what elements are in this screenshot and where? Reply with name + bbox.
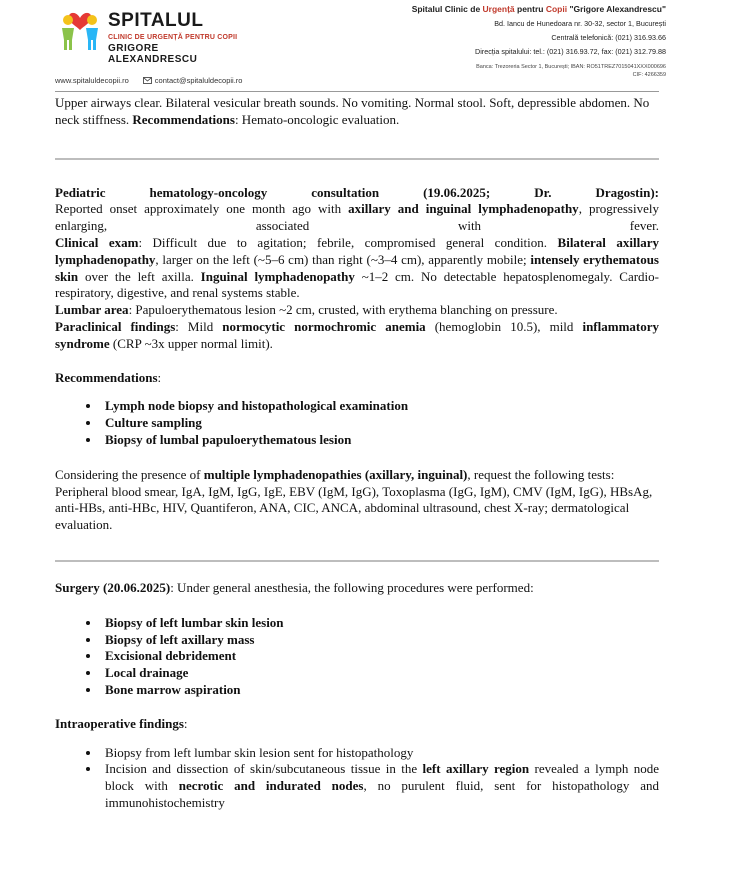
consultation-heading: Pediatric hematology-oncology consultation (19.06.2025; Dr. Dragostin): xyxy=(55,184,659,200)
surgery-heading: Surgery (20.06.2025): Under general anesthesia, the following procedures were performed: xyxy=(55,579,534,595)
recommendations-heading: Recommendations: xyxy=(55,369,162,385)
list-item: • Excisional debridement xyxy=(101,648,659,665)
hospital-address: Bd. Iancu de Hunedoara nr. 30-32, sector 1, București xyxy=(494,19,666,28)
paraclinical-paragraph: Paraclinical findings: Mild normocytic normochromic anemia (hemoglobin 10.5), mild inflammatory syndrome (CRP ~3x upper normal limit). xyxy=(55,318,660,351)
hospital-name: Spitalul Clinic de Urgență pentru Copii "Grigore Alexandrescu" xyxy=(411,4,666,14)
logo-name: GRIGORE ALEXANDRESCU xyxy=(108,43,198,65)
children-logo-icon xyxy=(55,4,105,54)
list-item: • Local drainage xyxy=(101,665,659,682)
contact-line xyxy=(55,76,242,85)
onset-paragraph: Reported onset approximately one month ago with axillary and inguinal lymphadenopathy, progressively enlarging, associated with fever. xyxy=(55,201,659,234)
website-link[interactable]: www.spitaluldecopii.ro xyxy=(55,76,129,85)
consultation-section xyxy=(55,185,659,534)
list-item: • Bone marrow aspiration xyxy=(101,682,659,699)
hospital-info xyxy=(412,4,666,78)
procedures-list xyxy=(55,615,659,699)
list-item: • Biopsy of left lumbar skin lesion xyxy=(101,615,659,632)
intro-paragraph: Upper airways clear. Bilateral vesicular breath sounds. No vomiting. Normal stool. Soft, depressible abdomen. No neck stiffness. Recommendations: Hemato-oncologic evaluation. xyxy=(55,95,650,127)
surgery-section xyxy=(55,580,659,812)
recommendations-list xyxy=(55,398,659,448)
hospital-bank: Banca: Trezoreria Sector 1, București; IBAN: RO51TREZ7015041XXX000696 xyxy=(476,64,666,70)
section-divider xyxy=(55,560,659,562)
list-item: • Incision and dissection of skin/subcutaneous tissue in the left axillary region revealed a lymph node block with necrotic and indurated nodes, no purulent fluid, sent for histopathology and immunohistochemistry xyxy=(101,761,659,811)
hospital-cif: CIF: 4266359 xyxy=(632,72,666,78)
tests-intro-paragraph: Considering the presence of multiple lymphadenopathies (axillary, inguinal), request the following tests: xyxy=(55,466,615,482)
email-link[interactable]: contact@spitaluldecopii.ro xyxy=(143,76,243,85)
list-item: • Biopsy of lumbal papuloerythematous lesion xyxy=(101,432,659,449)
hospital-central-phone: Centrală telefonică: (021) 316.93.66 xyxy=(551,33,666,42)
section-divider xyxy=(55,158,659,160)
email-icon xyxy=(143,77,152,84)
list-item: • Biopsy of left axillary mass xyxy=(101,632,659,649)
logo-subtitle: CLINIC DE URGENȚĂ PENTRU COPII xyxy=(108,34,238,41)
document-header xyxy=(0,0,750,92)
findings-heading: Intraoperative findings: xyxy=(55,715,188,731)
document-body xyxy=(55,95,659,812)
hospital-logo xyxy=(55,4,245,66)
tests-list-paragraph: Peripheral blood smear, IgA, IgM, IgG, IgE, EBV (IgM, IgG), Toxoplasma (IgG, IgM), CMV (IgM, IgG), HBsAg, anti-HBs, anti-HBc, HIV, Quantiferon, ANA, CIC, ANCA, abdominal ultrasound, chest X-ray; dermatological evaluation. xyxy=(55,483,653,533)
list-item: • Culture sampling xyxy=(101,415,659,432)
hospital-direction: Direcția spitalului: tel.: (021) 316.93.72, fax: (021) 312.79.88 xyxy=(475,47,666,56)
clinical-exam-paragraph: Clinical exam: Difficult due to agitation; febrile, compromised general condition. Bilateral axillary lymphadenopathy, larger on the left (~5–6 cm) than right (~3–4 cm), apparently mobile; intensely erythematous skin over the left axilla. Inguinal lymphadenopathy ~1–2 cm. No detectable hepatosplenomegaly. Cardio-respiratory, digestive, and renal systems stable. xyxy=(55,234,660,301)
findings-list xyxy=(55,745,659,812)
list-item: • Biopsy from left lumbar skin lesion sent for histopathology xyxy=(101,745,659,762)
logo-title: SPITALUL xyxy=(108,10,204,31)
header-divider xyxy=(55,91,659,92)
list-item: • Lymph node biopsy and histopathological examination xyxy=(101,398,659,415)
lumbar-paragraph: Lumbar area: Papuloerythematous lesion ~2 cm, crusted, with erythema blanching on pressure. xyxy=(55,302,558,318)
